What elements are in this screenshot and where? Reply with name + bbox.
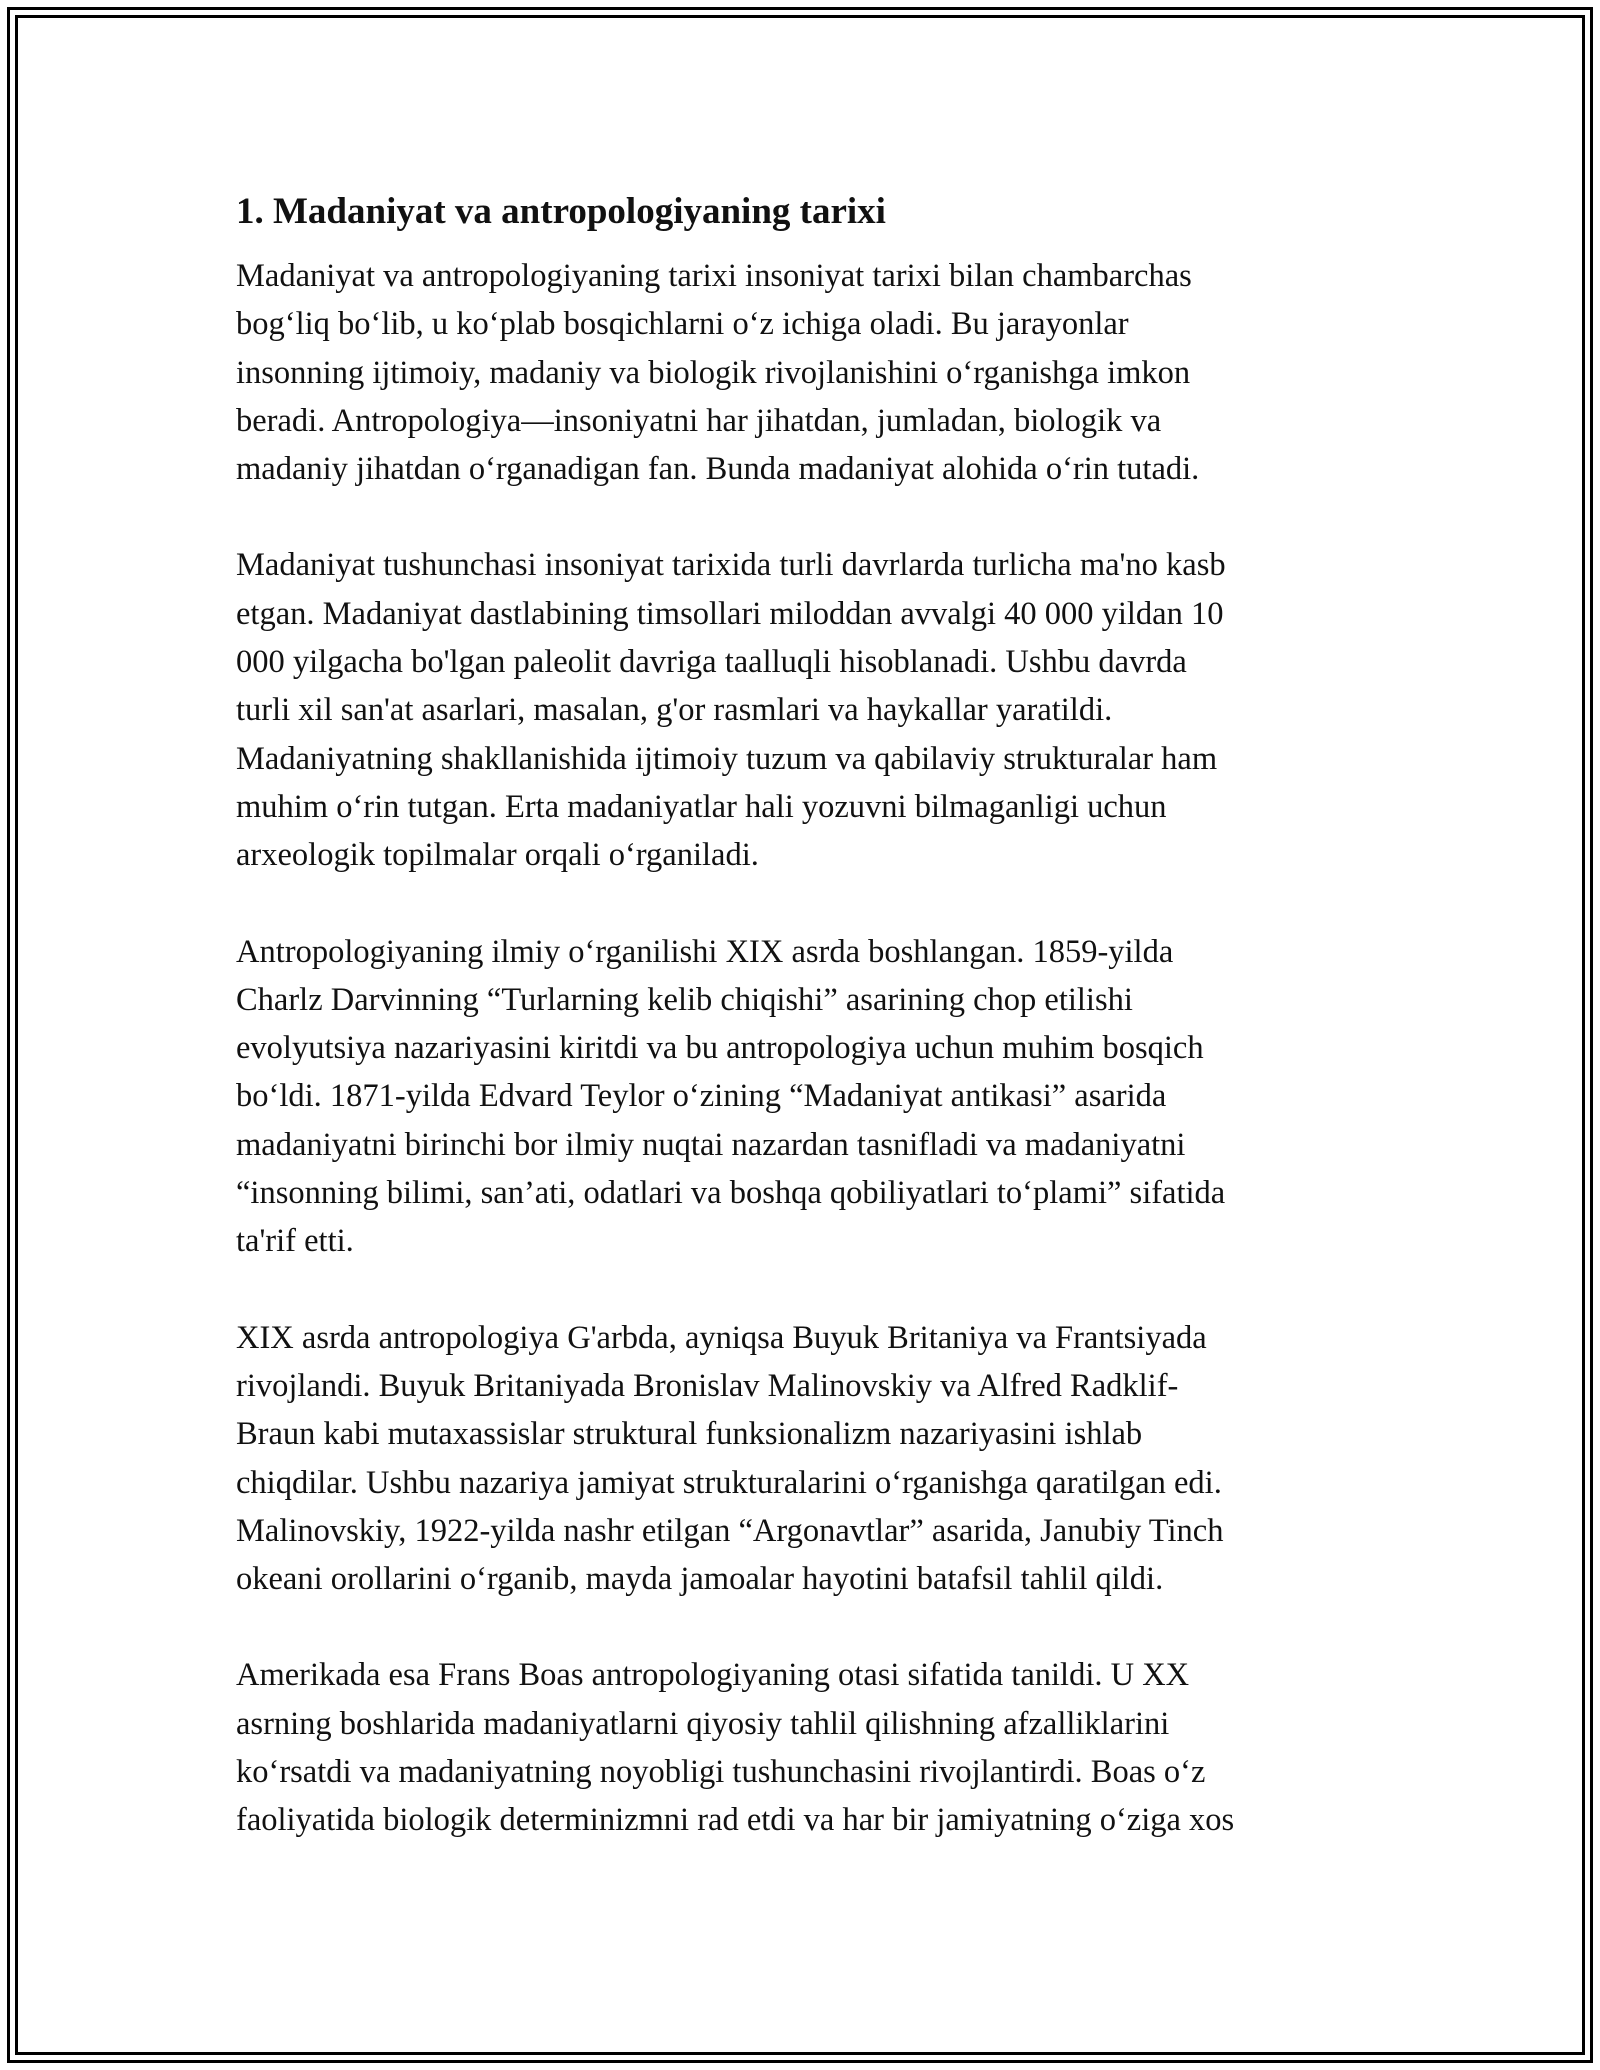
paragraph-line: madaniy jihatdan o‘rganadigan fan. Bunda madaniyat alohida o‘rin tutadi. — [236, 451, 1200, 488]
paragraph-line: “insonning bilimi, san’ati, odatlari va boshqa qobiliyatlari to‘plami” sifatida — [236, 1175, 1226, 1212]
paragraph-line: ta'rif etti. — [236, 1223, 354, 1260]
paragraph-line: insonning ijtimoiy, madaniy va biologik rivojlanishini o‘rganishga imkon — [236, 354, 1191, 391]
paragraph-line: XIX asrda antropologiya G'arbda, ayniqsa Buyuk Britaniya va Frantsiyada — [236, 1319, 1207, 1356]
paragraph-line: etgan. Madaniyat dastlabining timsollari miloddan avvalgi 40 000 yildan 10 — [236, 595, 1224, 632]
section-heading: 1. Madaniyat va antropologiyaning tarixi — [236, 191, 886, 232]
paragraph-line: Madaniyat tushunchasi insoniyat tarixida turli davrlarda turlicha ma'no kasb — [236, 547, 1226, 584]
paragraph-line: chiqdilar. Ushbu nazariya jamiyat strukturalarini o‘rganishga qaratilgan edi. — [236, 1464, 1222, 1501]
paragraph-line: bo‘ldi. 1871-yilda Edvard Teylor o‘zining “Madaniyat antikasi” asarida — [236, 1078, 1167, 1115]
paragraph-line: madaniyatni birinchi bor ilmiy nuqtai nazardan tasnifladi va madaniyatni — [236, 1126, 1186, 1163]
paragraph-line: Charlz Darvinning “Turlarning kelib chiqishi” asarining chop etilishi — [236, 981, 1133, 1018]
paragraph — [236, 928, 1366, 1266]
paragraph — [236, 252, 1366, 493]
paragraph-list — [236, 252, 1366, 1845]
paragraph-line: bog‘liq bo‘lib, u ko‘plab bosqichlarni o‘z ichiga oladi. Bu jarayonlar — [236, 306, 1129, 343]
paragraph — [236, 541, 1366, 879]
paragraph-line: Braun kabi mutaxassislar struktural funksionalizm nazariyasini ishlab — [236, 1416, 1143, 1453]
paragraph-line: Madaniyatning shakllanishida ijtimoiy tuzum va qabilaviy strukturalar ham — [236, 740, 1218, 777]
paragraph-line: turli xil san'at asarlari, masalan, g'or rasmlari va haykallar yaratildi. — [236, 692, 1113, 729]
paragraph-line: okeani orollarini o‘rganib, mayda jamoalar hayotini batafsil tahlil qildi. — [236, 1561, 1164, 1598]
paragraph-line: beradi. Antropologiya—insoniyatni har jihatdan, jumladan, biologik va — [236, 402, 1162, 439]
paragraph-line: Amerikada esa Frans Boas antropologiyaning otasi sifatida tanildi. U XX — [236, 1657, 1190, 1694]
paragraph-line: Malinovskiy, 1922-yilda nashr etilgan “Argonavtlar” asarida, Janubiy Tinch — [236, 1512, 1224, 1549]
paragraph-line: arxeologik topilmalar orqali o‘rganiladi. — [236, 837, 759, 874]
paragraph-line: Madaniyat va antropologiyaning tarixi insoniyat tarixi bilan chambarchas — [236, 258, 1192, 294]
paragraph-line: faoliyatida biologik determinizmni rad etdi va har bir jamiyatning o‘ziga xos — [236, 1802, 1235, 1839]
paragraph-line: 000 yilgacha bo'lgan paleolit davriga taalluqli hisoblanadi. Ushbu davrda — [236, 644, 1187, 681]
paragraph — [236, 1651, 1366, 1844]
paragraph-line: Antropologiyaning ilmiy o‘rganilishi XIX asrda boshlangan. 1859-yilda — [236, 933, 1174, 970]
paragraph-line: muhim o‘rin tutgan. Erta madaniyatlar hali yozuvni bilmaganligi uchun — [236, 788, 1167, 825]
paragraph-line: rivojlandi. Buyuk Britaniyada Bronislav Malinovskiy va Alfred Radklif- — [236, 1367, 1179, 1404]
paragraph — [236, 1314, 1366, 1604]
paragraph-line: ko‘rsatdi va madaniyatning noyobligi tushunchasini rivojlantirdi. Boas o‘z — [236, 1754, 1206, 1791]
document-body — [236, 188, 1366, 1893]
paragraph-line: evolyutsiya nazariyasini kiritdi va bu antropologiya uchun muhim bosqich — [236, 1030, 1204, 1067]
paragraph-line: asrning boshlarida madaniyatlarni qiyosiy tahlil qilishning afzalliklarini — [236, 1705, 1170, 1742]
